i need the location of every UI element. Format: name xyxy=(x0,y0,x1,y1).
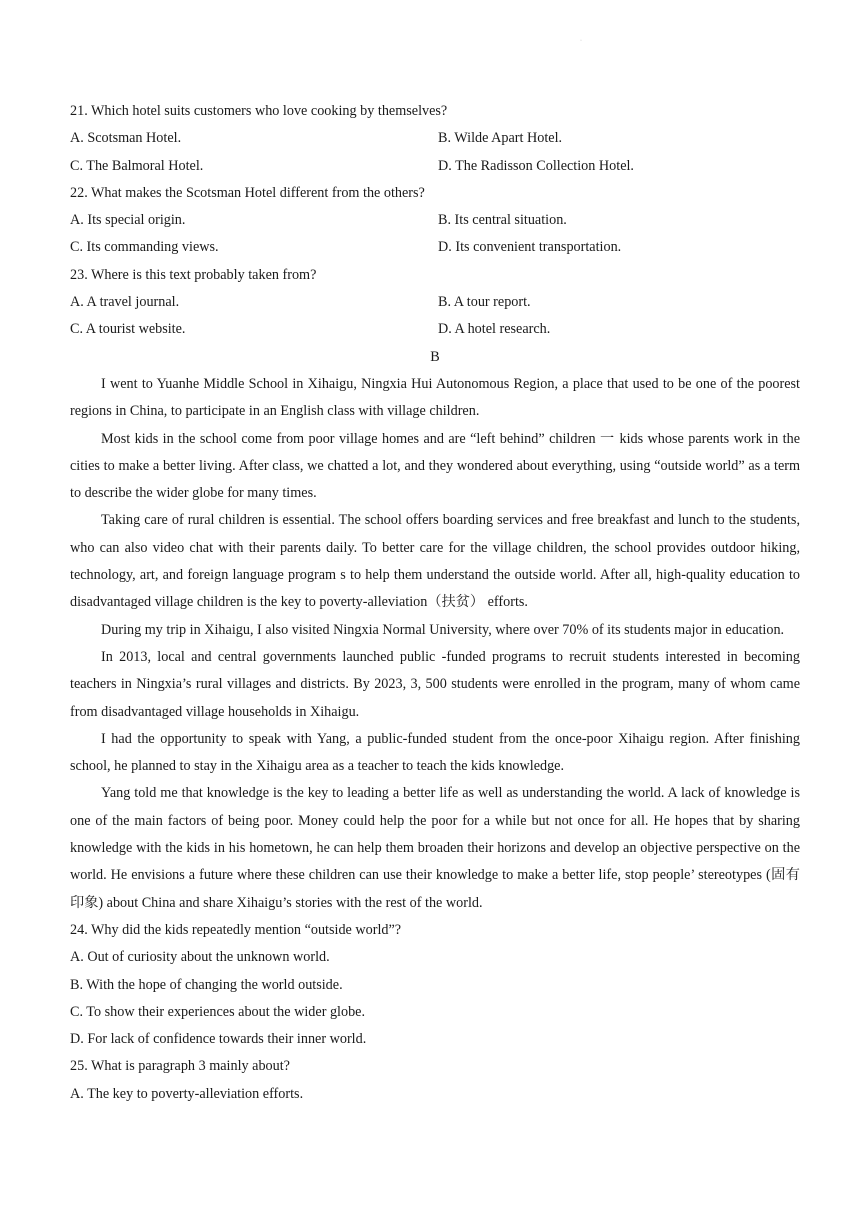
option-21-c: C. The Balmoral Hotel. xyxy=(70,157,204,174)
passage-paragraph-5: In 2013, local and central governments launched public -funded programs to recruit students interested in becoming teachers in Ningxia’s rural villages and districts. By 2023, 3, 500 students were enrolled in the program, many of whom came from disadvantaged village households in Xihaigu. xyxy=(70,648,800,720)
option-24-a: A. Out of curiosity about the unknown world. xyxy=(70,949,330,966)
option-22-a: A. Its special origin. xyxy=(70,212,186,229)
option-22-b: B. Its central situation. xyxy=(438,212,567,229)
section-heading-b: B xyxy=(430,348,440,365)
option-21-a: A. Scotsman Hotel. xyxy=(70,130,182,147)
option-22-d: D. Its convenient transportation. xyxy=(438,239,622,256)
question-21-options-row-1 xyxy=(70,125,800,152)
question-22-options-row-1 xyxy=(70,207,800,234)
exam-page xyxy=(70,98,800,1108)
passage-paragraph-1: I went to Yuanhe Middle School in Xihaigu, Ningxia Hui Autonomous Region, a place that used to be one of the poorest regions in China, to participate in an English class with village children. xyxy=(70,375,800,420)
passage-paragraph-6: I had the opportunity to speak with Yang, a public-funded student from the once-poor Xihaigu region. After finishing school, he planned to stay in the Xihaigu area as a teacher to teach the kids knowledge. xyxy=(70,730,800,775)
passage-paragraph-2: Most kids in the school come from poor village homes and are “left behind” children 一 kids whose parents work in the cities to make a better living. After class, we chatted a lot, and they wondered about everything, using “outside world” as a term to describe the wider globe for many times. xyxy=(70,430,800,502)
question-22-options-row-2 xyxy=(70,234,800,261)
question-23-options-row-1 xyxy=(70,289,800,316)
option-23-d: D. A hotel research. xyxy=(438,321,551,338)
passage-paragraph-3: Taking care of rural children is essential. The school offers boarding services and free breakfast and lunch to the students, who can also video chat with their parents daily. To better care for the village children, the school provides outdoor hiking, technology, art, and foreign language program s to help them understand the outside world. After all, high-quality education to disadvantaged village children is the key to poverty-alleviation（扶贫） efforts. xyxy=(70,512,800,611)
question-25-stem: 25. What is paragraph 3 mainly about? xyxy=(70,1058,290,1075)
option-25-a: A. The key to poverty-alleviation efforts. xyxy=(70,1085,304,1102)
passage-paragraph-7: Yang told me that knowledge is the key to leading a better life as well as understanding the world. A lack of knowledge is one of the main factors of being poor. Money could help the poor for a while but not once for all. He hopes that by sharing knowledge with the kids in his hometown, he can help them broaden their horizons and develop an objective perspective on the world. He envisions a future where these children can use their knowledge to make a better life, stop people’ stereotypes (固有印象) about China and share Xihaigu’s stories with the rest of the world. xyxy=(70,785,800,911)
option-24-c: C. To show their experiences about the wider globe. xyxy=(70,1003,366,1020)
top-mark: · xyxy=(580,38,582,44)
option-23-b: B. A tour report. xyxy=(438,294,531,311)
option-24-d: D. For lack of confidence towards their inner world. xyxy=(70,1031,367,1048)
question-21-options-row-2 xyxy=(70,153,800,180)
question-23-options-row-2 xyxy=(70,316,800,343)
option-23-a: A. A travel journal. xyxy=(70,294,180,311)
option-21-d: D. The Radisson Collection Hotel. xyxy=(438,157,634,174)
option-24-b: B. With the hope of changing the world outside. xyxy=(70,976,343,993)
option-22-c: C. Its commanding views. xyxy=(70,239,219,256)
passage-paragraph-4: During my trip in Xihaigu, I also visited Ningxia Normal University, where over 70% of its students major in education. xyxy=(101,621,785,638)
question-24-stem: 24. Why did the kids repeatedly mention “outside world”? xyxy=(70,921,402,938)
option-23-c: C. A tourist website. xyxy=(70,321,186,338)
question-22-stem: 22. What makes the Scotsman Hotel different from the others? xyxy=(70,184,425,201)
question-21-stem: 21. Which hotel suits customers who love cooking by themselves? xyxy=(70,103,448,119)
question-23-stem: 23. Where is this text probably taken from? xyxy=(70,266,317,283)
option-21-b: B. Wilde Apart Hotel. xyxy=(438,130,563,147)
